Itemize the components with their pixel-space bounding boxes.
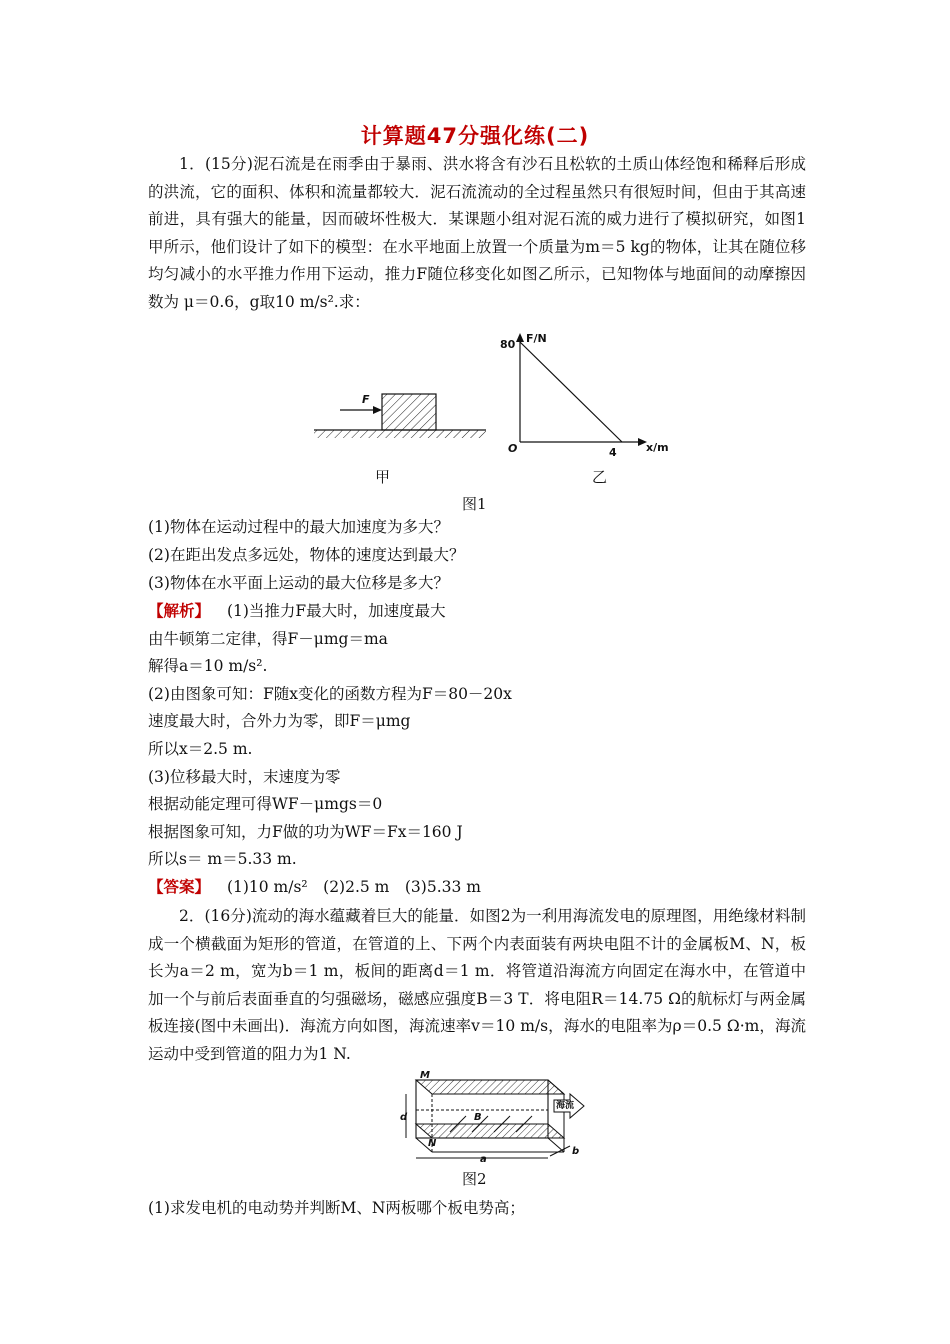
analysis-line-7: (3)位移最大时，末速度为零 xyxy=(148,768,341,786)
origin-label: O xyxy=(508,442,518,455)
figure-1-label-yi: 乙 xyxy=(592,468,608,486)
force-label: F xyxy=(362,393,370,406)
label-M: M xyxy=(420,1070,430,1081)
analysis-line-3: 解得a＝10 m/s². xyxy=(148,657,268,675)
label-B: B xyxy=(474,1112,482,1123)
figure-1-yi-graph xyxy=(496,328,676,458)
series-line xyxy=(520,342,622,442)
analysis-line-1 xyxy=(148,598,446,625)
flow-label: 海流 xyxy=(556,1101,575,1111)
analysis-line-5: 速度最大时，合外力为零，即F＝μmg xyxy=(148,712,411,730)
figure-1-caption: 图1 xyxy=(462,495,487,513)
block xyxy=(382,394,436,430)
question-1-sub-2: (2)在距出发点多远处，物体的速度达到最大？ xyxy=(148,546,465,564)
x-tick-label: 4 xyxy=(609,446,617,458)
label-d: d xyxy=(400,1112,408,1123)
answer-text: (1)10 m/s² (2)2.5 m (3)5.33 m xyxy=(226,878,481,896)
plate-M xyxy=(416,1080,564,1094)
label-N: N xyxy=(428,1138,437,1149)
label-a: a xyxy=(480,1154,487,1162)
page-title: 计算题47分强化练(二) xyxy=(360,124,590,148)
analysis-tag: 【解析】 xyxy=(148,602,211,620)
analysis-text-1: (1)当推力F最大时，加速度最大 xyxy=(226,602,446,620)
plate-N xyxy=(416,1124,564,1138)
analysis-line-6: 所以x＝2.5 m. xyxy=(148,740,253,758)
question-1-sub-3: (3)物体在水平面上运动的最大位移是多大？ xyxy=(148,574,449,592)
analysis-line-9: 根据图象可知，力F做的功为WF＝Fx＝160 J xyxy=(148,823,463,841)
figure-2-caption: 图2 xyxy=(462,1170,487,1188)
y-tick-label: 80 xyxy=(500,338,516,351)
question-2-sub-1: (1)求发电机的电动势并判断M、N两板哪个板电势高； xyxy=(148,1199,525,1217)
question-1-sub-1: (1)物体在运动过程中的最大加速度为多大？ xyxy=(148,518,449,536)
answer-tag: 【答案】 xyxy=(148,878,211,896)
analysis-line-2: 由牛顿第二定律，得F－μmg＝ma xyxy=(148,630,388,648)
question-1-text: 1．(15分)泥石流是在雨季由于暴雨、洪水将含有沙石且松软的土质山体经饱和稀释后形成的洪流，它的面积、体积和流量都较大．泥石流流动的全过程虽然只有很短时间，但由于其高速前进，具有强大的能量，因而破坏性极大．某课题小组对泥石流的威力进行了模拟研究，如图1甲所示，他们设计了如下的模型：在水平地面上放置一个质量为m＝5 kg的物体，让其在随位移均匀减小的水平推力作用下运动，推力F随位移变化如图乙所示，已知物体与地面间的动摩擦因数为 μ＝0.6，g取10 m/s².求： xyxy=(148,155,806,311)
analysis-line-10: 所以s＝ m＝5.33 m. xyxy=(148,850,297,868)
label-b: b xyxy=(572,1146,580,1157)
x-axis-label: x/m xyxy=(646,441,669,454)
ground-hatch xyxy=(314,430,486,438)
figure-1-jia xyxy=(310,386,490,442)
question-2-text: 2．(16分)流动的海水蕴藏着巨大的能量．如图2为一利用海流发电的原理图，用绝缘材料制成一个横截面为矩形的管道，在管道的上、下两个内表面装有两块电阻不计的金属板M、N，板长为a＝2 m，宽为b＝1 m，板间的距离d＝1 m．将管道沿海流方向固定在海水中，在管道中加一个与前后表面垂直的匀强磁场，磁感应强度B＝3 T．将电阻R＝14.75 Ω的航标灯与两金属板连接(图中未画出)．海流方向如图，海流速率v＝10 m/s，海水的电阻率为ρ＝0.5 Ω·m，海流运动中受到管道的阻力为1 N. xyxy=(148,907,806,1063)
analysis-line-8: 根据动能定理可得WF－μmgs＝0 xyxy=(148,795,383,813)
figure-1-label-jia: 甲 xyxy=(375,468,391,486)
analysis-line-4: (2)由图象可知：F随x变化的函数方程为F＝80－20x xyxy=(148,685,512,703)
answer-line xyxy=(148,874,481,901)
y-axis-label: F/N xyxy=(526,332,547,345)
figure-2-diagram xyxy=(400,1070,590,1162)
